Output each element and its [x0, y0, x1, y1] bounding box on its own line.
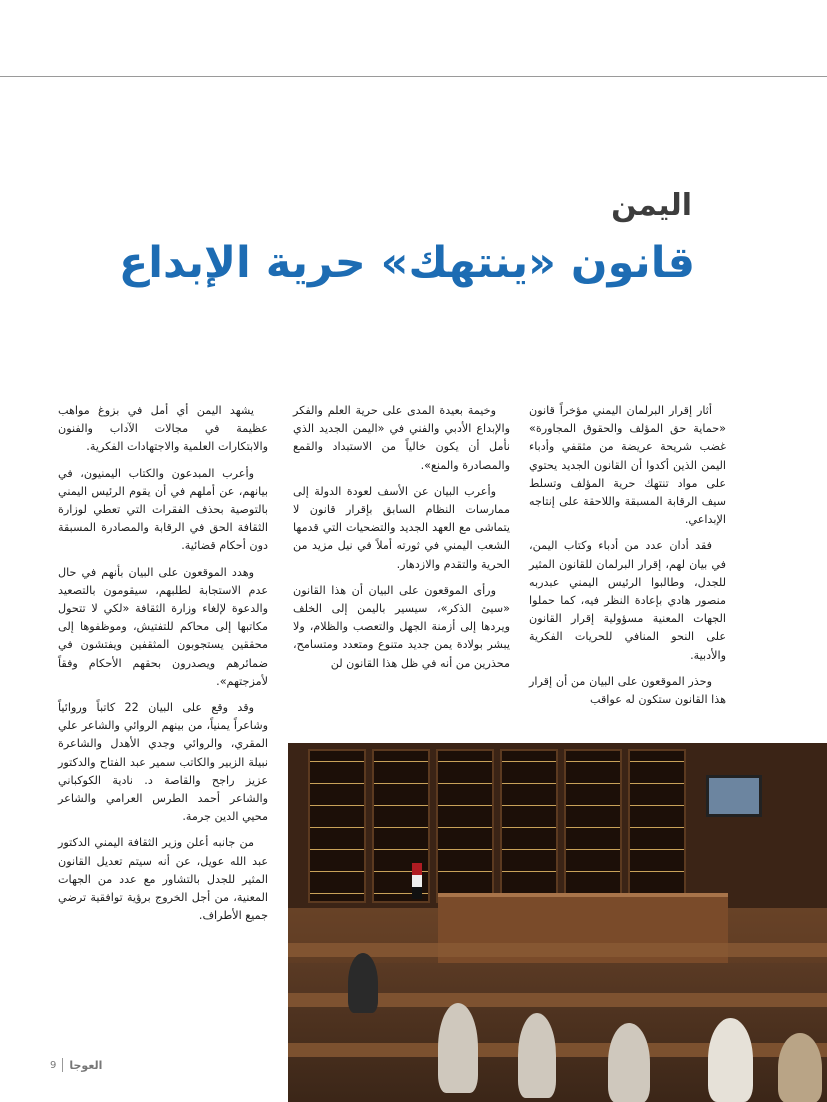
magazine-name: العوجا [69, 1058, 103, 1072]
photo-panel [308, 749, 366, 903]
paragraph: فقد أدان عدد من أدباء وكتاب اليمن، في بيان لهم، إقرار البرلمان للقانون المثير للجدل، وطالبوا الرئيس اليمني عبدربه منصور هادي بإعادة النظر فيه، كما حملوا الجهات المعنية مسؤولية إقرار القانون على النحو المنافي للحريات الفكرية والأدبية. [529, 539, 726, 662]
paragraph: أثار إقرار البرلمان اليمني مؤخراً قانون «حماية حق المؤلف والحقوق المجاورة» غضب شريحة عريضة من مثقفي وأدباء اليمن الذين أكدوا أن القانون الجديد يحتوي على مواد تنتهك حرية المؤلف وتسلط سيف الرقابة المسبقة واللاحقة على إنتاجه الإبداعي. [529, 404, 726, 527]
page-footer [50, 1056, 102, 1074]
photo-panel [500, 749, 558, 903]
photo-person [518, 1013, 556, 1098]
photo-person [708, 1018, 753, 1102]
article-column-2 [293, 402, 510, 681]
photo-person [778, 1033, 822, 1102]
paragraph: وهدد الموقعون على البيان بأنهم في حال عدم الاستجابة لطلبهم، سيقومون بالتصعيد والدعوة لإلغاء وزارة الثقافة «لكي لا تتحول مكاتبها إلى محاكم للتفتيش، وموظفوها إلى محققين يستجوبون المثقفين ويفتشون في ضمائرهم ويصدرون بحقهم الأحكام وفقاً لأمزجتهم». [58, 565, 268, 688]
photo-flag [412, 887, 422, 899]
article-column-1 [529, 402, 726, 717]
headline: قانون «ينتهك» حرية الإبداع [118, 238, 695, 288]
photo-person [438, 1003, 478, 1093]
paragraph: وخيمة بعيدة المدى على حرية العلم والفكر والإبداع الأدبي والفني في «اليمن الجديد الذي نأمل أن يكون خالياً من الاستبداد والقمع والمصادرة والمنع». [293, 404, 510, 472]
photo-flag [412, 863, 422, 875]
paragraph: يشهد اليمن أي أمل في بزوغ مواهب عظيمة في مجالات الآداب والفنون والابتكارات العلمية والاجتهادات الفكرية. [58, 404, 268, 454]
photo-flag [412, 875, 422, 887]
photo-person [608, 1023, 650, 1102]
top-rule [0, 76, 827, 77]
photo-panel [436, 749, 494, 903]
paragraph: وحذر الموقعون على البيان من أن إقرار هذا القانون ستكون له عواقب [529, 674, 726, 707]
paragraph: ورأى الموقعون على البيان أن هذا القانون «سيئ الذكر»، سيسير باليمن إلى الخلف ويردها إلى أزمنة الجهل والتعصب والظلام، ولا يبشر بولادة يمن جديد متنوع ومتعدد ومتسامح، محذرين من أنه في ظل هذا القانون لن [293, 583, 510, 670]
article-column-3 [58, 402, 268, 933]
section-label: اليمن [611, 188, 692, 223]
footer-separator [62, 1058, 63, 1072]
paragraph: وقد وقع على البيان 22 كاتباً وروائياً وشاعراً يمنياً، من بينهم الروائي والشاعر علي المقري، والروائي وجدي الأهدل والشاعرة نبيلة الزبير والكاتب سمير عبد الفتاح والدكتور عزيز راجح والقاصة د. نادية الكوكباني والشاعر أحمد الطرس العرامي والشاعر محيي الدين جرمة. [58, 701, 268, 824]
photo-panel [564, 749, 622, 903]
photo-screen [706, 775, 762, 817]
paragraph: وأعرب البيان عن الأسف لعودة الدولة إلى ممارسات النظام السابق بإقرار قانون لا يتماشى مع العهد الجديد والتضحيات التي قدمها الشعب اليمني في ثورته أملاً في نيل مزيد من الحرية والتقدم والازدهار. [293, 484, 510, 571]
parliament-photo [288, 743, 827, 1102]
photo-person [348, 953, 378, 1013]
paragraph: وأعرب المبدعون والكتاب اليمنيون، في بيانهم، عن أملهم في أن يقوم الرئيس اليمني بالتوصية بحذف الفقرات التي تعطي لوزارة الثقافة الحق في الرقابة والمصادرة المسبقة دون أحكام قضائية. [58, 466, 268, 553]
paragraph: من جانبه أعلن وزير الثقافة اليمني الدكتور عبد الله عويل، عن أنه سيتم تعديل القانون المثير للجدل بالتشاور مع عدد من الجهات المعنية، من أجل الخروج برؤية توافقية ترضي جميع الأطراف. [58, 836, 268, 923]
page-number: 9 [50, 1059, 57, 1071]
photo-panel [628, 749, 686, 903]
